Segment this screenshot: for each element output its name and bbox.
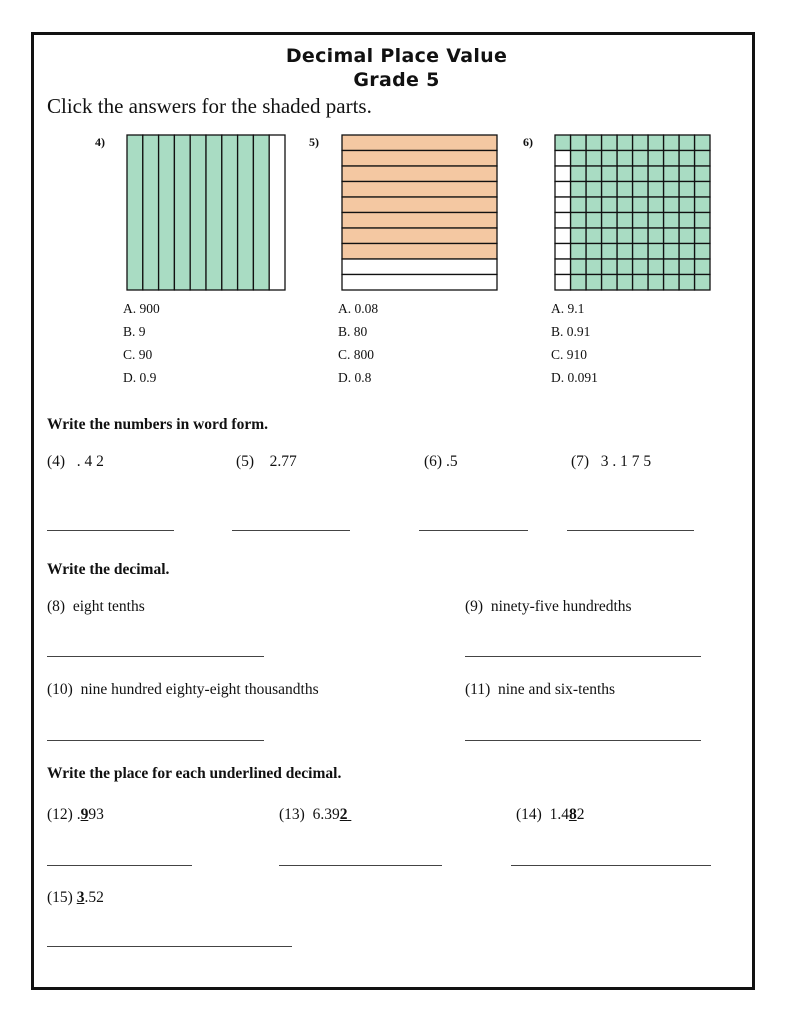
item-number: (9) <box>465 598 484 615</box>
hundredth-cell <box>571 151 587 167</box>
tenth-column <box>127 135 143 290</box>
hundredth-cell <box>648 182 664 198</box>
answer-line-9[interactable] <box>465 656 701 657</box>
hundredth-cell <box>648 166 664 182</box>
worksheet-subtitle: Grade 5 <box>353 69 440 91</box>
hundredth-cell <box>695 259 711 275</box>
model-6-choice-c[interactable]: C. 910 <box>551 347 588 362</box>
hundredth-cell <box>602 135 618 151</box>
tenth-row <box>342 135 497 151</box>
hundredth-cell <box>617 135 633 151</box>
item-text: nine hundred eighty-eight thousandths <box>80 681 319 698</box>
instruction: Click the answers for the shaded parts. <box>47 94 372 118</box>
hundredth-cell <box>555 135 571 151</box>
underlined-digit: 2 <box>339 806 348 823</box>
model-6-hundredths-grid <box>554 134 711 291</box>
hundredth-cell <box>555 275 571 291</box>
hundredth-cell <box>555 228 571 244</box>
hundredth-cell <box>633 166 649 182</box>
word-form-item-7 <box>571 453 651 471</box>
hundredth-cell <box>695 228 711 244</box>
answer-line-7[interactable] <box>567 530 694 531</box>
hundredth-cell <box>617 166 633 182</box>
hundredth-cell <box>571 275 587 291</box>
hundredth-cell <box>586 151 602 167</box>
model-5-tenths-rows <box>341 134 498 291</box>
hundredth-cell <box>602 151 618 167</box>
item-number: (5) <box>236 453 255 470</box>
hundredth-cell <box>617 275 633 291</box>
hundredth-cell <box>695 275 711 291</box>
tenth-row <box>342 275 497 291</box>
hundredth-cell <box>633 135 649 151</box>
item-value: 3 . 1 7 5 <box>600 453 652 470</box>
hundredth-cell <box>571 197 587 213</box>
hundredth-cell <box>664 166 680 182</box>
hundredth-cell <box>648 244 664 260</box>
answer-line-6[interactable] <box>419 530 528 531</box>
item-number: (11) <box>465 681 491 698</box>
hundredth-cell <box>586 228 602 244</box>
hundredth-cell <box>555 197 571 213</box>
answer-line-11[interactable] <box>465 740 701 741</box>
hundredth-cell <box>617 244 633 260</box>
hundredth-cell <box>695 135 711 151</box>
item-pre: . <box>76 806 81 823</box>
hundredth-cell <box>602 166 618 182</box>
tenth-row <box>342 228 497 244</box>
item-number: (10) <box>47 681 73 698</box>
hundredth-cell <box>695 182 711 198</box>
answer-line-12[interactable] <box>47 865 192 866</box>
tenth-column <box>269 135 285 290</box>
word-form-item-6 <box>424 453 458 471</box>
model-4-choice-d[interactable]: D. 0.9 <box>123 370 157 385</box>
hundredth-cell <box>633 213 649 229</box>
hundredth-cell <box>679 213 695 229</box>
item-pre: 1.4 <box>549 806 569 823</box>
hundredth-cell <box>586 197 602 213</box>
hundredth-cell <box>633 182 649 198</box>
answer-line-13[interactable] <box>279 865 442 866</box>
decimal-item-10 <box>47 681 319 699</box>
place-item-15 <box>47 889 104 907</box>
word-form-item-5 <box>236 453 297 471</box>
item-post: 93 <box>88 806 104 823</box>
hundredth-cell <box>664 151 680 167</box>
item-number: (14) <box>516 806 542 823</box>
word-form-heading: Write the numbers in word form. <box>47 416 268 433</box>
hundredth-cell <box>695 213 711 229</box>
model-4-tenths-columns <box>126 134 286 291</box>
place-item-12 <box>47 806 104 824</box>
tenth-column <box>190 135 206 290</box>
hundredth-cell <box>602 259 618 275</box>
hundredth-cell <box>571 244 587 260</box>
item-number: (15) <box>47 889 73 906</box>
hundredth-cell <box>695 166 711 182</box>
hundredth-cell <box>664 244 680 260</box>
model-5-choice-b[interactable]: B. 80 <box>338 324 368 339</box>
place-heading: Write the place for each underlined decimal. <box>47 765 342 782</box>
tenth-column <box>159 135 175 290</box>
model-6-choice-a[interactable]: A. 9.1 <box>551 301 585 316</box>
hundredth-cell <box>648 275 664 291</box>
hundredth-cell <box>602 182 618 198</box>
hundredth-cell <box>679 275 695 291</box>
hundredth-cell <box>695 151 711 167</box>
hundredth-cell <box>648 259 664 275</box>
hundredth-cell <box>679 259 695 275</box>
model-5-choice-d[interactable]: D. 0.8 <box>338 370 372 385</box>
hundredth-cell <box>586 213 602 229</box>
hundredth-cell <box>617 228 633 244</box>
model-5-choice-c[interactable]: C. 800 <box>338 347 375 362</box>
hundredth-cell <box>617 213 633 229</box>
place-item-14 <box>516 806 584 824</box>
item-number: (12) <box>47 806 73 823</box>
hundredth-cell <box>633 151 649 167</box>
hundredth-cell <box>602 244 618 260</box>
model-6-choice-b[interactable]: B. 0.91 <box>551 324 591 339</box>
underline-tail <box>347 806 351 823</box>
item-number: (7) <box>571 453 590 470</box>
hundredth-cell <box>679 135 695 151</box>
hundredth-cell <box>664 275 680 291</box>
tenth-row <box>342 197 497 213</box>
hundredth-cell <box>571 166 587 182</box>
model-4-choice-a[interactable]: A. 900 <box>123 301 160 316</box>
item-text: nine and six-tenths <box>498 681 616 698</box>
answer-line-8[interactable] <box>47 656 264 657</box>
item-number: (4) <box>47 453 66 470</box>
item-number: (13) <box>279 806 305 823</box>
hundredth-cell <box>679 228 695 244</box>
tenth-row <box>342 259 497 275</box>
decimal-item-9 <box>465 598 632 616</box>
hundredth-cell <box>602 275 618 291</box>
model-6-choice-d[interactable]: D. 0.091 <box>551 370 598 385</box>
hundredth-cell <box>664 135 680 151</box>
hundredth-cell <box>571 259 587 275</box>
hundredth-cell <box>633 228 649 244</box>
hundredth-cell <box>617 197 633 213</box>
hundredth-cell <box>571 182 587 198</box>
item-text: eight tenths <box>72 598 145 615</box>
item-number: (6) <box>424 453 443 470</box>
decimal-item-11 <box>465 681 615 699</box>
hundredth-cell <box>555 213 571 229</box>
hundredth-cell <box>555 182 571 198</box>
item-value: 2.77 <box>269 453 297 470</box>
tenth-row <box>342 213 497 229</box>
tenth-column <box>253 135 269 290</box>
hundredth-cell <box>664 259 680 275</box>
write-decimal-heading: Write the decimal. <box>47 561 170 578</box>
hundredth-cell <box>586 259 602 275</box>
item-pre: 6.39 <box>312 806 340 823</box>
worksheet-title: Decimal Place Value <box>285 45 508 67</box>
model-4-number: 4) <box>95 135 105 149</box>
model-5-choice-a[interactable]: A. 0.08 <box>338 301 379 316</box>
tenth-column <box>222 135 238 290</box>
tenth-column <box>174 135 190 290</box>
hundredth-cell <box>679 244 695 260</box>
model-6-number: 6) <box>523 135 533 149</box>
hundredth-cell <box>633 275 649 291</box>
hundredth-cell <box>664 182 680 198</box>
hundredth-cell <box>664 213 680 229</box>
hundredth-cell <box>633 197 649 213</box>
item-value: . 4 2 <box>76 453 104 470</box>
hundredth-cell <box>571 135 587 151</box>
hundredth-cell <box>617 182 633 198</box>
tenth-row <box>342 244 497 260</box>
hundredth-cell <box>555 244 571 260</box>
word-form-item-4 <box>47 453 104 471</box>
hundredth-cell <box>648 135 664 151</box>
hundredth-cell <box>617 259 633 275</box>
decimal-item-8 <box>47 598 145 616</box>
answer-line-5[interactable] <box>232 530 350 531</box>
hundredth-cell <box>695 197 711 213</box>
tenth-column <box>206 135 222 290</box>
model-4-choice-b[interactable]: B. 9 <box>123 324 146 339</box>
underlined-digit: 3 <box>76 889 85 906</box>
hundredth-cell <box>695 244 711 260</box>
hundredth-cell <box>633 244 649 260</box>
item-post: 2 <box>576 806 585 823</box>
hundredth-cell <box>648 151 664 167</box>
hundredth-cell <box>679 182 695 198</box>
hundredth-cell <box>571 213 587 229</box>
hundredth-cell <box>571 228 587 244</box>
hundredth-cell <box>555 151 571 167</box>
hundredth-cell <box>586 135 602 151</box>
tenth-row <box>342 166 497 182</box>
hundredth-cell <box>555 166 571 182</box>
item-text: ninety-five hundredths <box>490 598 632 615</box>
tenth-column <box>143 135 159 290</box>
hundredth-cell <box>602 197 618 213</box>
hundredth-cell <box>648 213 664 229</box>
hundredth-cell <box>664 228 680 244</box>
place-item-13 <box>279 806 351 824</box>
hundredth-cell <box>586 166 602 182</box>
hundredth-cell <box>555 259 571 275</box>
answer-line-4[interactable] <box>47 530 174 531</box>
hundredth-cell <box>664 197 680 213</box>
answer-line-10[interactable] <box>47 740 264 741</box>
hundredth-cell <box>679 166 695 182</box>
underlined-digit: 8 <box>568 806 577 823</box>
underlined-digit: 9 <box>80 806 89 823</box>
hundredth-cell <box>586 182 602 198</box>
hundredth-cell <box>617 151 633 167</box>
model-5-number: 5) <box>309 135 319 149</box>
hundredth-cell <box>648 228 664 244</box>
hundredth-cell <box>586 244 602 260</box>
hundredth-cell <box>602 228 618 244</box>
tenth-row <box>342 151 497 167</box>
answer-line-15[interactable] <box>47 946 292 947</box>
item-value: .5 <box>445 453 458 470</box>
model-4-choice-c[interactable]: C. 90 <box>123 347 153 362</box>
hundredth-cell <box>602 213 618 229</box>
tenth-column <box>238 135 254 290</box>
hundredth-cell <box>679 197 695 213</box>
hundredth-cell <box>679 151 695 167</box>
hundredth-cell <box>586 275 602 291</box>
item-post: .52 <box>84 889 104 906</box>
hundredth-cell <box>648 197 664 213</box>
hundredth-cell <box>633 259 649 275</box>
tenth-row <box>342 182 497 198</box>
answer-line-14[interactable] <box>511 865 711 866</box>
item-number: (8) <box>47 598 66 615</box>
